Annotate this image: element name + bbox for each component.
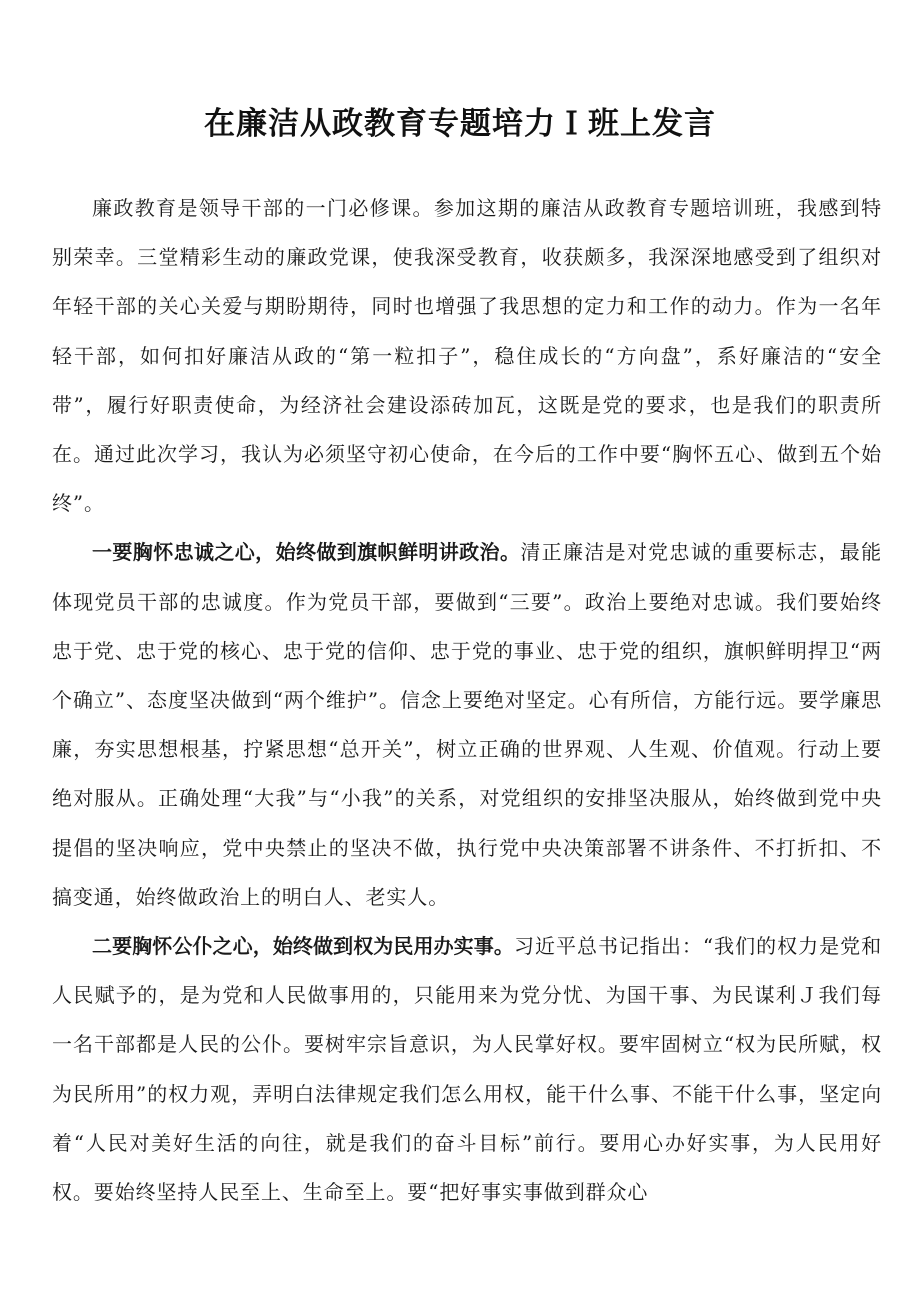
paragraph-intro xyxy=(52,184,882,528)
document-title: 在廉洁从政教育专题培力Ｉ班上发言 xyxy=(204,106,716,142)
paragraph-text: 习近平总书记指出：“我们的权力是党和人民赋予的，是为党和人民做事用的，只能用来为党分忧、为国干事、为民谋利Ｊ我们每一名干部都是人民的公仆。要树牢宗旨意识，为人民掌好权。要牢固树立“权为民所赋，权为民所用”的权力观，弄明白法律规定我们怎么用权，能干什么事、不能干什么事，坚定向着“人民对美好生活的向往，就是我们的奋斗目标”前行。要用心办好实事，为人民用好权。要始终坚持人民至上、生命至上。要“把好事实事做到群众心 xyxy=(52,934,882,1205)
paragraph-heading: 二要胸怀公仆之心，始终做到权为民用办实事。 xyxy=(92,934,514,959)
paragraph-heading: 一要胸怀忠诚之心，始终做到旗帜鲜明讲政治。 xyxy=(92,540,521,565)
document-body xyxy=(52,184,882,1217)
paragraph-text: 廉政教育是领导干部的一门必修课。参加这期的廉洁从政教育专题培训班，我感到特别荣幸。三堂精彩生动的廉政党课，使我深受教育，收获颇多，我深深地感受到了组织对年轻干部的关心关爱与期盼期待，同时也增强了我思想的定力和工作的动力。作为一名年轻干部，如何扣好廉洁从政的“第一粒扣子”，稳住成长的“方向盘”，系好廉洁的“安全带”，履行好职责使命，为经济社会建设添砖加瓦，这既是党的要求，也是我们的职责所在。通过此次学习，我认为必须坚守初心使命，在今后的工作中要“胸怀五心、做到五个始终”。 xyxy=(52,196,882,516)
paragraph-text: 清正廉洁是对党忠诚的重要标志，最能体现党员干部的忠诚度。作为党员干部，要做到“三要”。政治上要绝对忠诚。我们要始终忠于党、忠于党的核心、忠于党的信仰、忠于党的事业、忠于党的组织，旗帜鲜明捍卫“两个确立”、态度坚决做到“两个维护”。信念上要绝对坚定。心有所信，方能行远。要学廉思廉，夯实思想根基，拧紧思想“总开关”，树立正确的世界观、人生观、价值观。行动上要绝对服从。正确处理“大我”与“小我”的关系，对党组织的安排坚决服从，始终做到党中央提倡的坚决响应，党中央禁止的坚决不做，执行党中央决策部署不讲条件、不打折扣、不搞变通，始终做政治上的明白人、老实人。 xyxy=(52,540,882,909)
paragraph-loyalty xyxy=(52,528,882,922)
paragraph-public-servant xyxy=(52,922,882,1217)
